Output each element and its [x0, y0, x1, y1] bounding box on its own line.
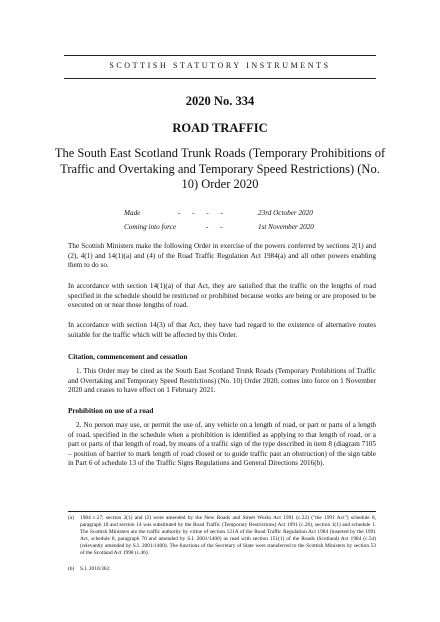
date-made-dashes: - - - -: [178, 209, 228, 217]
section-1-text: 1. This Order may be cited as the South East Scotland Trunk Roads (Temporary Prohibitions of Traffic and Overtaking and Temporary Speed Restrictions) (No. 10) Order 2020, comes into force on 1 November 2020 and ceases to have effect on 1 February 2021.: [68, 367, 376, 395]
footnote-b-marker: (b): [68, 566, 75, 572]
series-heading: SCOTTISH STATUTORY INSTRUMENTS: [109, 61, 331, 70]
footnote-a-marker: (a): [68, 515, 74, 521]
date-made-value: 23rd October 2020: [258, 209, 313, 217]
section-2-text: 2. No person may use, or permit the use of, any vehicle on a length of road, or part or parts of a length of road, specified in the schedule when a prohibition is identified as applying to that length of road, or a part or parts of that length of road, by means of a traffic sign of the type described in item 8 (diagram 7105 – position of barrier to mark length of road closed or to guide traffic past an obstruction) of the sign table in Part 6 of schedule 13 of the Traffic Signs Regulations and General Directions 2016(b).: [68, 421, 376, 468]
section-heading-citation: Citation, commencement and cessation: [68, 353, 188, 361]
header-top-rule: [64, 55, 376, 56]
header-bottom-rule: [64, 78, 376, 79]
section-heading-prohibition: Prohibition on use of a road: [68, 407, 154, 415]
date-commencement-label: Coming into force: [124, 223, 177, 231]
footnote-b-text: S.I. 2016/362.: [80, 566, 111, 572]
footnote-b: [68, 566, 376, 573]
footnote-a-text: 1984 c.27; section 2(1) and (2) were amended by the New Roads and Street Works Act 1991 (c.22) ("the 1991 Act") schedule 8, paragraph 18 and section 14 was substituted by the Road Traffic (Temporary Restrictions) Act 1991 (c.26), section 1(1) and schedule 1. The Scottish Ministers are the traffic authority by virtue of section 121A of the Road Traffic Regulation Act 1984 (inserted by the 1991 Act, schedule 8, paragraph 70 and amended by S.I. 2001/1400) as read with section 151(1) of the Roads (Scotland) Act 1984 (c.54) (relevantly amended by S.I. 2001/1400). The functions of the Secretary of State were transferred to the Scottish Ministers by section 53 of the Scotland Act 1998 (c.46).: [80, 515, 376, 557]
date-commencement-dashes: - -: [206, 223, 228, 231]
footnote-a: [68, 515, 376, 558]
subject-heading: ROAD TRAFFIC: [172, 121, 268, 135]
preamble-paragraph-1: The Scottish Ministers make the following Order in exercise of the powers conferred by sections 2(1) and (2), 4(1) and 14(1)(a) and (4) of the Road Traffic Regulation Act 1984(a) and all other powers enabling them to do so.: [68, 242, 376, 270]
order-title: The South East Scotland Trunk Roads (Temporary Prohibitions of Traffic and Overtaking and Temporary Speed Restrictions) (No. 10) Order 2020: [54, 146, 386, 191]
footnote-rule: [68, 511, 376, 512]
date-made-label: Made: [124, 209, 141, 217]
date-commencement-value: 1st November 2020: [258, 223, 314, 231]
preamble-paragraph-2: In accordance with section 14(1)(a) of that Act, they are satisfied that the traffic on the lengths of road specified in the schedule should be restricted or prohibited because works are being or are proposed to be executed on or near those lengths of road.: [68, 282, 376, 310]
si-number: 2020 No. 334: [185, 94, 255, 108]
preamble-paragraph-3: In accordance with section 14(3) of that Act, they have had regard to the existence of alternative routes suitable for the traffic which will be affected by this Order.: [68, 321, 376, 339]
